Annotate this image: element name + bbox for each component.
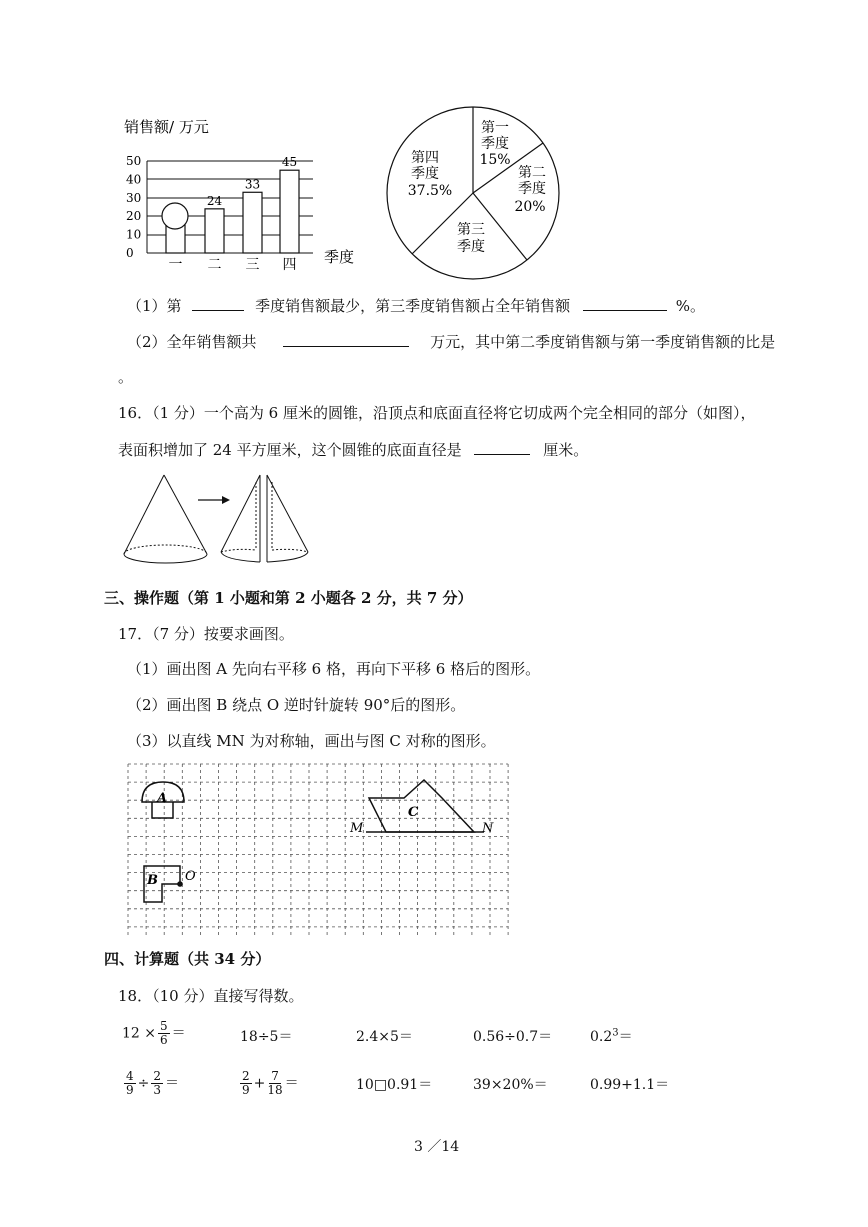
q16-blank[interactable]: [474, 440, 530, 455]
calc-r1c3: 2.4×5＝: [356, 1029, 413, 1045]
pie-slice-4-l1: 第四: [411, 150, 439, 166]
page-number: 3 ／14: [414, 1139, 460, 1155]
bar: [205, 209, 224, 253]
q17-item1: （1）画出图 A 先向右平移 6 格，再向下平移 6 格后的图形。: [127, 660, 541, 678]
y-tick-label: 40: [126, 172, 142, 187]
label-m: M: [350, 821, 364, 836]
q16-line2: 表面积增加了 24 平方厘米，这个圆锥的底面直径是 厘米。: [118, 441, 589, 459]
bar-value-label: 33: [244, 177, 261, 192]
q15-blank-1[interactable]: [192, 296, 244, 311]
bar-chart-xlabel: 季度: [324, 248, 355, 266]
calc-r2c3: 10□0.91＝: [356, 1077, 433, 1093]
y-tick-label: 0: [126, 246, 134, 260]
pie-slice-2-pct: 20%: [514, 199, 546, 215]
x-category-label: 三: [245, 257, 260, 273]
section3-heading: 三、操作题（第 1 小题和第 2 小题各 2 分，共 7 分）: [104, 589, 473, 607]
pie-slice-1-l1: 第一: [481, 120, 509, 136]
calc-r2c2: $\frac{2}{9}$ + $\frac{7}{18}$ ＝: [242, 1069, 299, 1097]
x-category-label: 一: [168, 257, 183, 273]
label-o: O: [185, 869, 196, 884]
label-b: B: [147, 873, 158, 888]
label-a: A: [157, 791, 168, 806]
q15-part2-end: 。: [118, 368, 134, 386]
q15-blank-2[interactable]: [583, 296, 667, 311]
q15-blank-3[interactable]: [283, 332, 409, 347]
shape-c: [369, 780, 474, 832]
grid-figure: [126, 762, 512, 940]
pie-slice-1-pct: 15%: [479, 152, 511, 168]
bar: [280, 170, 299, 253]
pie-slice-1-l2: 季度: [481, 136, 509, 152]
pie-chart: [385, 105, 563, 283]
y-tick-label: 30: [126, 190, 142, 205]
pie-slice-4-pct: 37.5%: [407, 183, 453, 199]
bar-value-label: 24: [206, 193, 223, 208]
q17-title: 17．（7 分）按要求画图。: [118, 625, 294, 643]
q18-title: 18．（10 分）直接写得数。: [118, 987, 304, 1005]
ink-blot: [162, 203, 188, 229]
q17-item2: （2）画出图 B 绕点 O 逆时针旋转 90°后的图形。: [127, 696, 466, 714]
pie-slice-4-l2: 季度: [411, 166, 439, 182]
pie-slice-3-l1: 第三: [457, 222, 485, 238]
pie-slice-2-l2: 季度: [518, 181, 546, 197]
point-o: [177, 881, 183, 887]
pie-slice-2-l1: 第二: [518, 165, 546, 181]
calc-r1c5: $0.2^3=$: [590, 1027, 633, 1045]
calc-r1c1: 12 × $\frac{5}{6}$ ＝: [122, 1019, 186, 1047]
bar-chart-ylabel: 销售额/ 万元: [124, 118, 209, 136]
calc-r2c5: 0.99+1.1＝: [590, 1077, 670, 1093]
calc-r1c4: 0.56÷0.7＝: [473, 1029, 553, 1045]
q15-part1: （1）第 季度销售额最少，第三季度销售额占全年销售额 %。: [127, 297, 705, 315]
label-c: C: [408, 805, 419, 820]
y-tick-label: 50: [126, 154, 142, 168]
y-tick-label: 10: [126, 227, 142, 242]
label-n: N: [482, 821, 494, 836]
bar-chart: [110, 112, 365, 274]
calc-r1c2: 18÷5＝: [240, 1029, 293, 1045]
cone-figure: [118, 472, 318, 572]
pie-slice-3-l2: 季度: [457, 239, 485, 255]
calc-r2c4: 39×20%＝: [473, 1077, 548, 1093]
q15-part2: （2）全年销售额共 万元，其中第二季度销售额与第一季度销售额的比是: [127, 333, 776, 351]
section4-heading: 四、计算题（共 34 分）: [104, 950, 271, 968]
q16-line1: 16．（1 分）一个高为 6 厘米的圆锥，沿顶点和底面直径将它切成两个完全相同的部分（如图），: [118, 404, 756, 422]
calc-r2c1: $\frac{4}{9}$ ÷ $\frac{2}{3}$ ＝: [126, 1069, 180, 1097]
y-tick-label: 20: [126, 209, 142, 224]
x-category-label: 二: [207, 257, 222, 273]
x-category-label: 四: [282, 257, 297, 273]
q17-item3: （3）以直线 MN 为对称轴，画出与图 C 对称的图形。: [127, 732, 496, 750]
bar: [243, 192, 262, 253]
bar-value-label: 45: [281, 155, 298, 170]
